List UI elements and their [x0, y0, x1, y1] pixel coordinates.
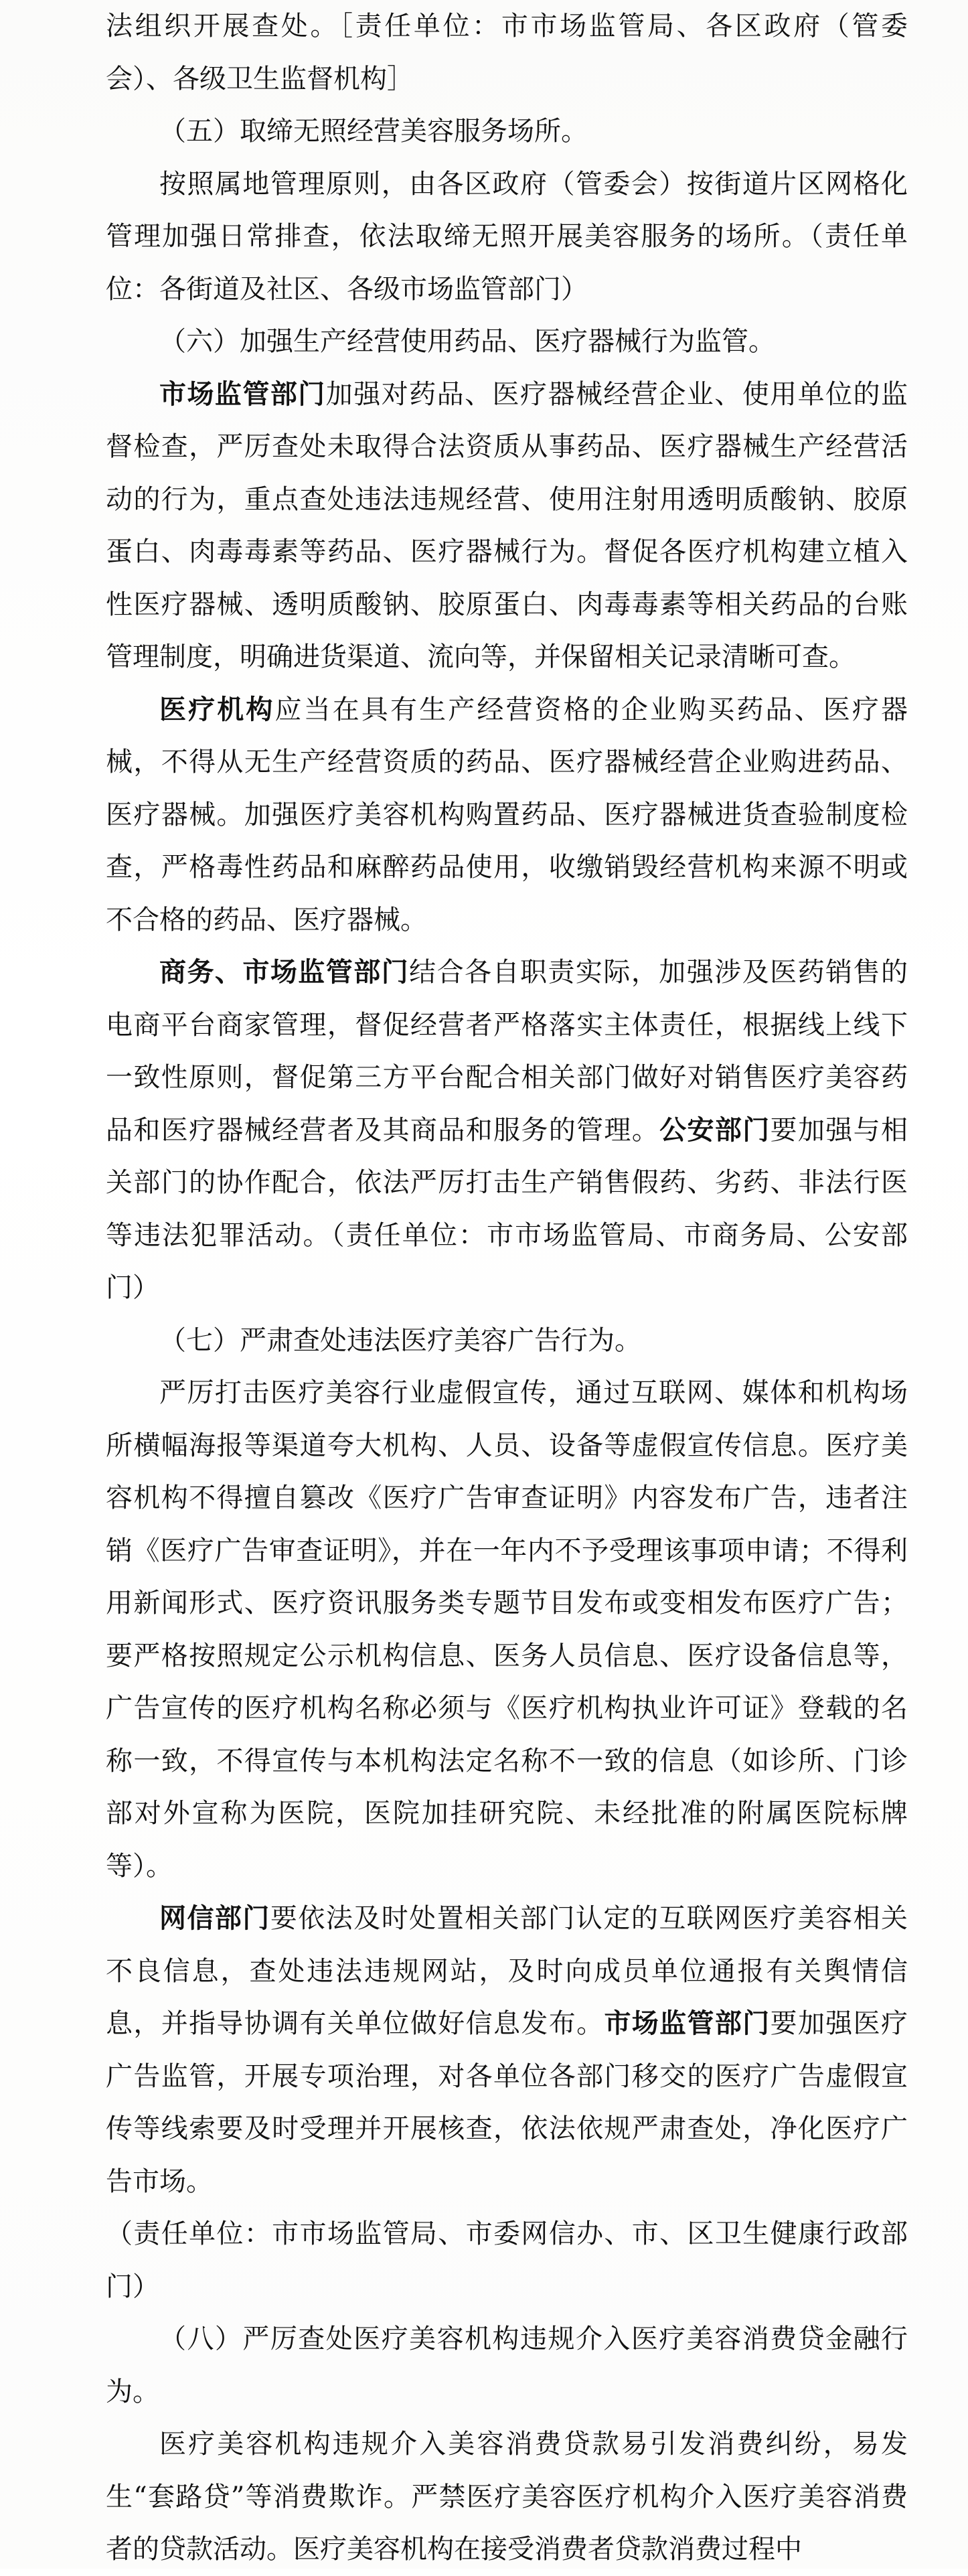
paragraph-text: 加强对药品、医疗器械经营企业、使用单位的监督检查，严厉查处未取得合法资质从事药品、医疗器械生产经营活动的行为，重点查处违法违规经营、使用注射用透明质酸钠、胶原蛋白、肉毒毒素等药品、医疗器械行为。督促各医疗机构建立植入性医疗器械、透明质酸钠、胶原蛋白、肉毒毒素等相关药品的台账管理制度，明确进货渠道、流向等，并保留相关记录清晰可查。: [106, 378, 908, 672]
section-heading: [106, 2313, 908, 2418]
body-paragraph: [106, 946, 908, 1314]
paragraph-text: 法组织开展查处。［责任单位：市市场监管局、各区政府（管委会）、各级卫生监督机构］: [106, 11, 908, 94]
bold-department-name: 商务、市场监管部门: [159, 956, 410, 988]
body-paragraph: [106, 1367, 908, 1892]
section-heading: [106, 1314, 908, 1367]
paragraph-text: （五）取缔无照经营美容服务场所。: [159, 116, 588, 147]
bold-department-name: 网信部门: [159, 1902, 270, 1934]
bold-department-name: 市场监管部门: [604, 2007, 771, 2039]
paragraph-text: 结合各自职责实际，加强涉及医药销售的电商平台商家管理，督促经营者严格落实主体责任，根据线上线下一致性原则，督促第三方平台配合相关部门做好对销售医疗美容药品和医疗器械经营者及其商品和服务的管理。: [106, 957, 908, 1146]
section-heading: [106, 105, 908, 158]
paragraph-text: 要加强医疗广告监管，开展专项治理，对各单位各部门移交的医疗广告虚假宣传等线索要及时受理并开展核查，依法依规严肃查处，净化医疗广告市场。: [106, 2008, 908, 2197]
paragraph-text: （责任单位：市市场监管局、市委网信办、市、区卫生健康行政部门）: [106, 2218, 908, 2302]
paragraph-text: 按照属地管理原则，由各区政府（管委会）按街道片区网格化管理加强日常排查，依法取缔无照开展美容服务的场所。（责任单位：各街道及社区、各级市场监管部门）: [106, 168, 908, 305]
paragraph-text: 要加强与相关部门的协作配合，依法严厉打击生产销售假药、劣药、非法行医等违法犯罪活动。（责任单位：市市场监管局、市商务局、公安部门）: [106, 1114, 908, 1303]
section-heading: [106, 315, 908, 368]
document-body: [106, 0, 908, 2576]
body-paragraph: [106, 368, 908, 684]
bold-department-name: 市场监管部门: [159, 378, 326, 410]
paragraph-text: （六）加强生产经营使用药品、医疗器械行为监管。: [159, 326, 775, 357]
paragraph-text: 应当在具有生产经营资格的企业购买药品、医疗器械，不得从无生产经营资质的药品、医疗器械经营企业购进药品、医疗器械。加强医疗美容机构购置药品、医疗器械进货查验制度检查，严格毒性药品和麻醉药品使用，收缴销毁经营机构来源不明或不合格的药品、医疗器械。: [106, 694, 908, 935]
body-paragraph: [106, 1892, 908, 2208]
bold-department-name: 医疗机构: [159, 693, 275, 725]
body-paragraph: [106, 158, 908, 316]
body-paragraph: [106, 2208, 908, 2313]
paragraph-text: （七）严肃查处违法医疗美容广告行为。: [159, 1324, 641, 1356]
body-paragraph: [106, 684, 908, 947]
body-paragraph: [106, 0, 908, 105]
paragraph-text: （八）严厉查处医疗美容机构违规介入医疗美容消费贷金融行为。: [106, 2324, 908, 2407]
bold-department-name: 公安部门: [659, 1114, 771, 1146]
paragraph-text: 要依法及时处置相关部门认定的互联网医疗美容相关不良信息，查处违法违规网站，及时向成员单位通报有关舆情信息，并指导协调有关单位做好信息发布。: [106, 1903, 908, 2039]
body-paragraph: [106, 2418, 908, 2576]
paragraph-text: 医疗美容机构违规介入美容消费贷款易引发消费纠纷，易发生“套路贷”等消费欺诈。严禁医疗美容医疗机构介入医疗美容消费者的贷款活动。医疗美容机构在接受消费者贷款消费过程中: [106, 2429, 908, 2565]
paragraph-text: 严厉打击医疗美容行业虚假宣传，通过互联网、媒体和机构场所横幅海报等渠道夸大机构、人员、设备等虚假宣传信息。医疗美容机构不得擅自篡改《医疗广告审查证明》内容发布广告，违者注销《医疗广告审查证明》，并在一年内不予受理该事项申请；不得利用新闻形式、医疗资讯服务类专题节目发布或变相发布医疗广告；要严格按照规定公示机构信息、医务人员信息、医疗设备信息等，广告宣传的医疗机构名称必须与《医疗机构执业许可证》登载的名称一致，不得宣传与本机构法定名称不一致的信息（如诊所、门诊部对外宣称为医院，医院加挂研究院、未经批准的附属医院标牌等）。: [106, 1377, 908, 1882]
